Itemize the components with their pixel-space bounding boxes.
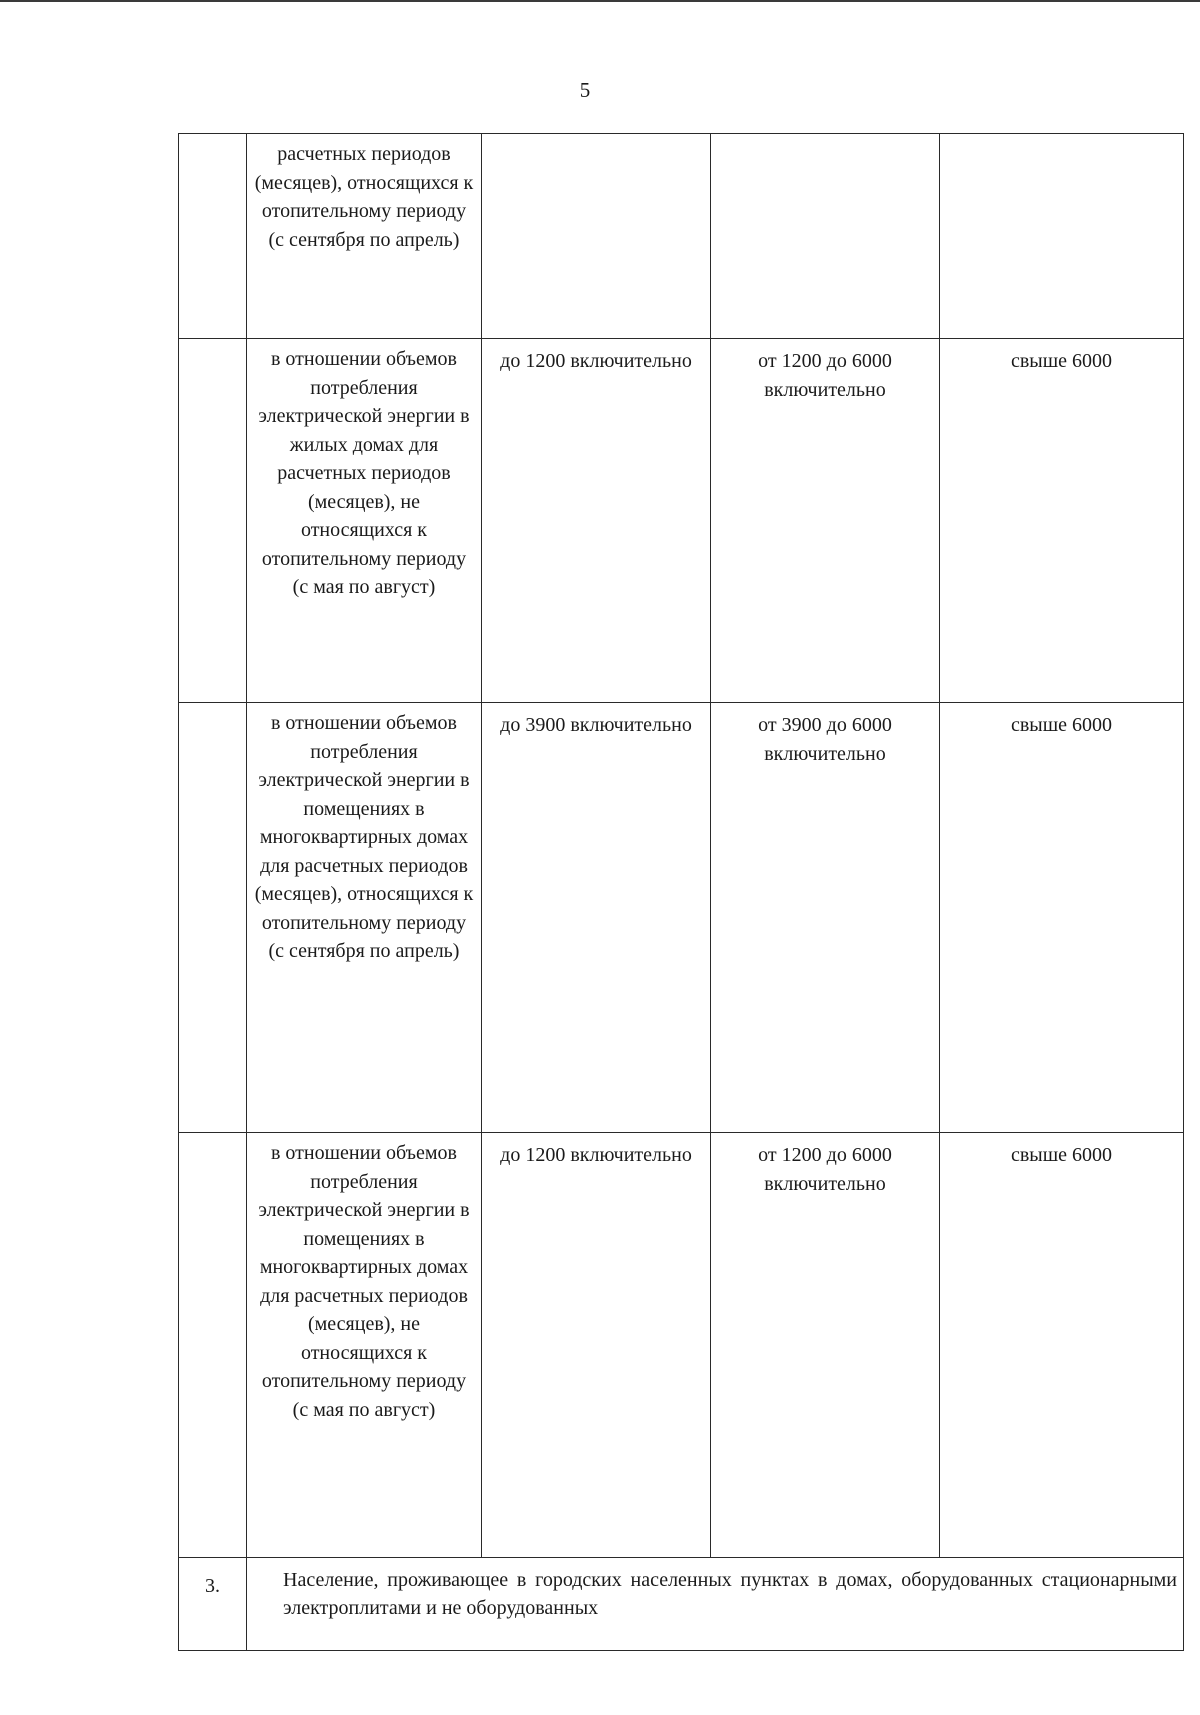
range-mid-cell: от 3900 до 6000 включительно <box>711 703 940 1133</box>
row-number-cell <box>179 703 247 1133</box>
range-mid-cell: от 1200 до 6000 включительно <box>711 1133 940 1558</box>
description-cell: расчетных периодов (месяцев), относящихся к отопительному периоду (с сентября по апрель) <box>247 134 482 339</box>
description-cell: в отношении объемов потребления электрической энергии в помещениях в многоквартирных домах для расчетных периодов (месяцев), относящихся к отопительному периоду (с сентября по апрель) <box>247 703 482 1133</box>
range-low-cell: до 1200 включительно <box>482 339 711 703</box>
range-low-cell: до 1200 включительно <box>482 1133 711 1558</box>
description-cell: в отношении объемов потребления электрической энергии в жилых домах для расчетных периодов (месяцев), не относящихся к отопительному периоду (с мая по август) <box>247 339 482 703</box>
scan-edge <box>0 0 1200 2</box>
row-number-cell <box>179 339 247 703</box>
table-row <box>179 134 1184 339</box>
range-mid-cell <box>711 134 940 339</box>
row-number-cell <box>179 134 247 339</box>
page-number: 5 <box>579 78 591 102</box>
range-low-cell <box>482 134 711 339</box>
description-cell: в отношении объемов потребления электрической энергии в помещениях в многоквартирных домах для расчетных периодов (месяцев), не относящихся к отопительному периоду (с мая по август) <box>247 1133 482 1558</box>
range-mid-cell: от 1200 до 6000 включительно <box>711 339 940 703</box>
row-number-cell: 3. <box>179 1558 247 1651</box>
range-low-cell: до 3900 включительно <box>482 703 711 1133</box>
table-row <box>179 1133 1184 1558</box>
table-row <box>179 1558 1184 1651</box>
tariff-table <box>178 133 1184 1651</box>
category-heading-cell: Население, проживающее в городских населенных пунктах в домах, оборудованных стационарными электроплитами и не оборудованных <box>247 1558 1184 1651</box>
row-number-cell <box>179 1133 247 1558</box>
table-row <box>179 339 1184 703</box>
table-row <box>179 703 1184 1133</box>
range-high-cell <box>940 134 1184 339</box>
range-high-cell: свыше 6000 <box>940 1133 1184 1558</box>
range-high-cell: свыше 6000 <box>940 703 1184 1133</box>
range-high-cell: свыше 6000 <box>940 339 1184 703</box>
